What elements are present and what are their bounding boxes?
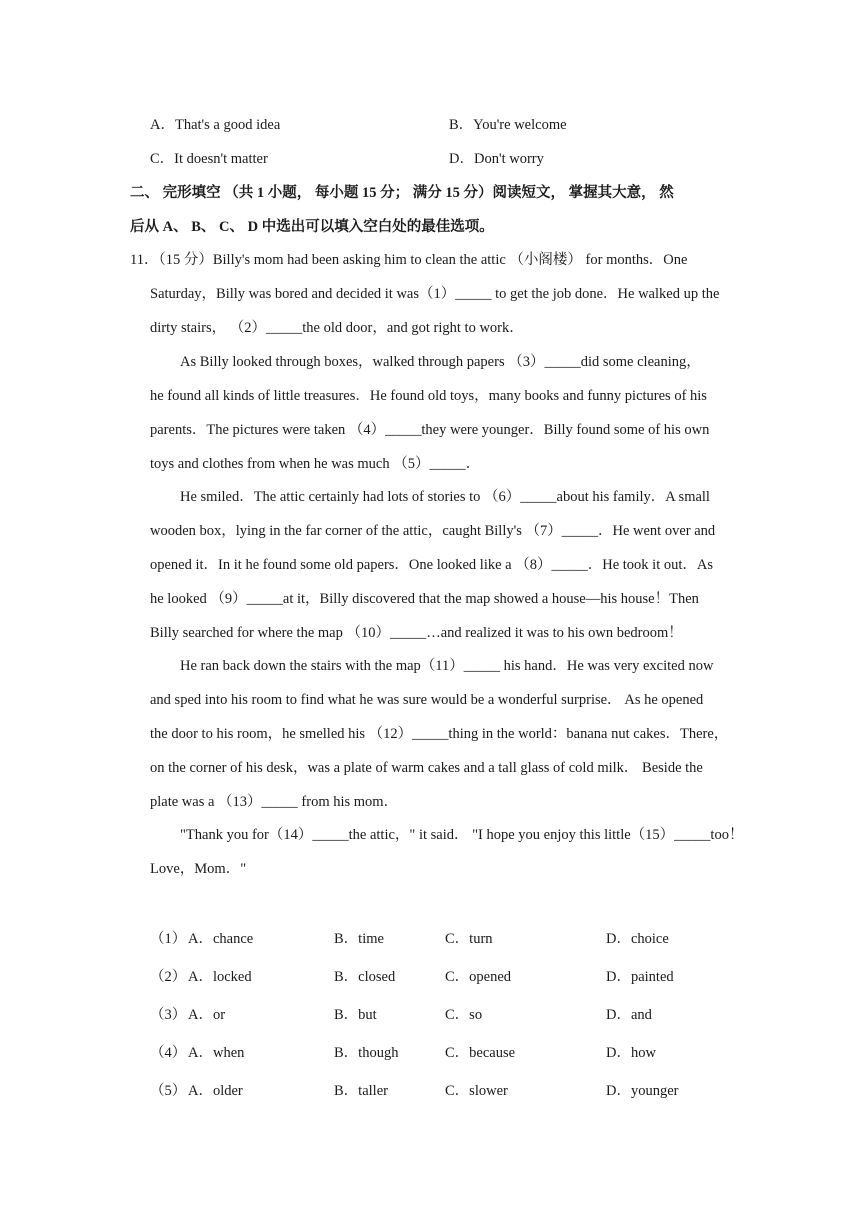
option-c: C．because — [445, 1045, 516, 1061]
option-a: A．locked — [188, 969, 252, 985]
option-a: A．older — [188, 1083, 243, 1099]
passage-line: Love，Mom．" — [150, 861, 247, 877]
option-number: （3） — [150, 1007, 187, 1023]
option-d: D．younger — [606, 1083, 679, 1099]
passage-line: "Thank you for（14）_____the attic，" it said． "I hope you enjoy this little（15）_____too！ — [180, 827, 744, 843]
passage-line: dirty stairs， （2）_____the old door，and got right to work． — [150, 320, 524, 336]
prev-option-b — [449, 113, 567, 134]
option-b: B．taller — [334, 1083, 388, 1099]
passage-line: As Billy looked through boxes，walked through papers （3）_____did some cleaning， — [180, 354, 701, 370]
passage-line: He ran back down the stairs with the map（11）_____ his hand．He was very excited now — [180, 658, 714, 674]
option-d: D．painted — [606, 969, 674, 985]
passage-line: he looked （9）_____at it，Billy discovered that the map showed a house—his house！Then — [150, 591, 699, 607]
option-number: （5） — [150, 1083, 187, 1099]
prev-option-c — [150, 147, 268, 168]
option-b: B．closed — [334, 969, 396, 985]
prev-option-d — [449, 147, 544, 168]
option-a: A．chance — [188, 931, 254, 947]
option-number: （4） — [150, 1045, 187, 1061]
passage-line: wooden box，lying in the far corner of the attic，caught Billy's （7）_____．He went over and — [150, 523, 716, 539]
passage-line: plate was a （13）_____ from his mom． — [150, 794, 399, 810]
passage-line: Saturday，Billy was bored and decided it was（1）_____ to get the job done．He walked up the — [150, 286, 720, 302]
option-text: It doesn't matter — [174, 151, 268, 167]
passage-line: on the corner of his desk，was a plate of warm cakes and a tall glass of cold milk． Beside the — [150, 760, 703, 776]
passage-line: toys and clothes from when he was much （5）_____． — [150, 456, 481, 472]
option-b: B．though — [334, 1045, 399, 1061]
option-text: That's a good idea — [174, 117, 281, 133]
option-d: D．and — [606, 1007, 652, 1023]
option-a: A．or — [188, 1007, 226, 1023]
option-c: C．slower — [445, 1083, 508, 1099]
prev-option-a — [150, 113, 280, 134]
option-number: （1） — [150, 931, 187, 947]
passage-line: parents．The pictures were taken （4）_____they were younger．Billy found some of his own — [150, 422, 710, 438]
passage-line: He smiled．The attic certainly had lots of stories to （6）_____about his family．A small — [180, 489, 710, 505]
option-number: （2） — [150, 969, 187, 985]
passage-line: he found all kinds of little treasures．He found old toys，many books and funny pictures of his — [150, 388, 707, 404]
passage-line: and sped into his room to find what he was sure would be a wonderful surprise． As he opened — [150, 692, 704, 708]
option-c: C．so — [445, 1007, 483, 1023]
option-text: You're welcome — [473, 117, 567, 133]
option-text: Don't worry — [473, 151, 544, 167]
option-a: A．when — [188, 1045, 245, 1061]
option-c: C．turn — [445, 931, 493, 947]
option-d: D．choice — [606, 931, 669, 947]
question-stem: 11．（15 分）Billy's mom had been asking him to clean the attic （小阁楼） for months．One — [130, 252, 688, 268]
option-d: D．how — [606, 1045, 656, 1061]
option-letter: B． — [449, 117, 474, 133]
option-letter: A． — [150, 117, 175, 133]
option-b: B．but — [334, 1007, 377, 1023]
passage-line: Billy searched for where the map （10）_____…and realized it was to his own bedroom！ — [150, 625, 683, 641]
option-c: C．opened — [445, 969, 512, 985]
passage-line: the door to his room，he smelled his （12）_____thing in the world：banana nut cakes．There， — [150, 726, 729, 742]
section-header-line-2: 后从 A、 B、 C、 D 中选出可以填入空白处的最佳选项。 — [130, 219, 494, 235]
option-letter: D． — [449, 151, 474, 167]
passage-line: opened it．In it he found some old papers．One looked like a （8）_____．He took it out．As — [150, 557, 713, 573]
option-b: B．time — [334, 931, 384, 947]
option-letter: C． — [150, 151, 175, 167]
section-header-line-1: 二、 完形填空 （共 1 小题， 每小题 15 分； 满分 15 分）阅读短文， 掌握其大意， 然 — [130, 185, 674, 201]
